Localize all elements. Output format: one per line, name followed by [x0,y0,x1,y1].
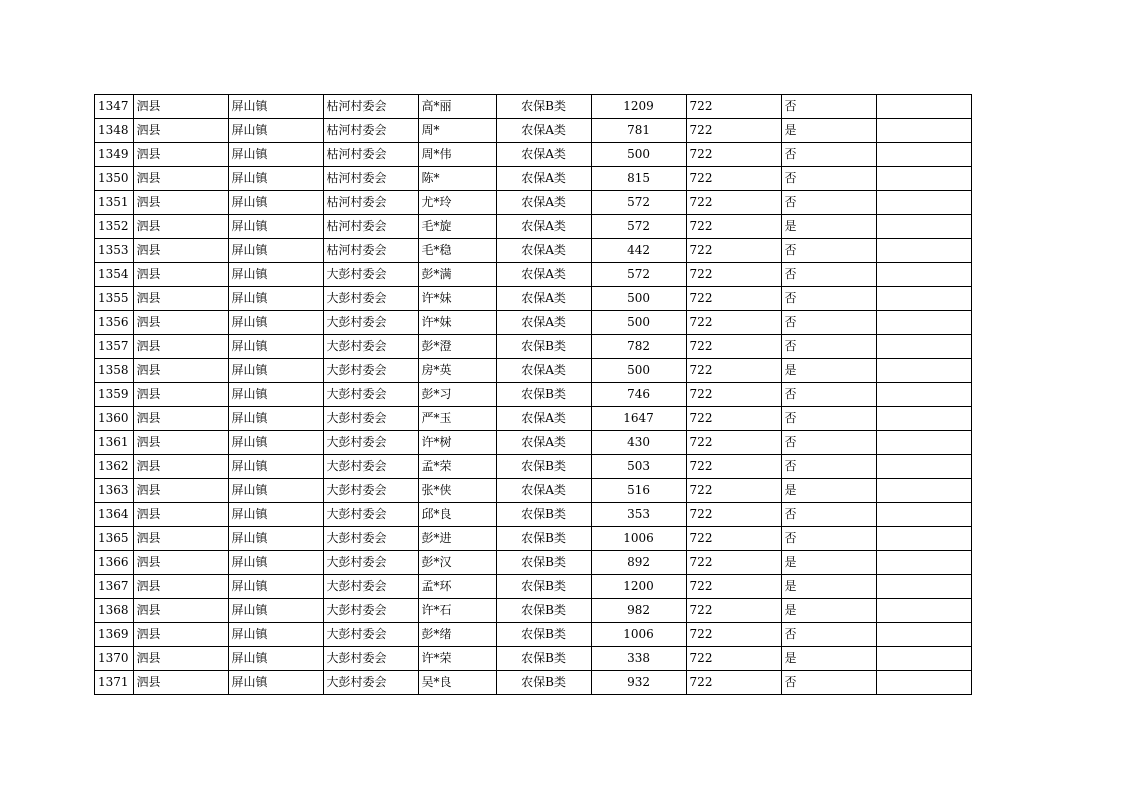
town-cell: 屏山镇 [228,623,323,647]
note-cell [876,455,971,479]
town-cell: 屏山镇 [228,215,323,239]
row-number-cell: 1357 [95,335,134,359]
table-row [95,431,972,455]
flag-cell: 否 [781,335,876,359]
village-cell: 大彭村委会 [323,455,418,479]
county-cell: 泗县 [133,551,228,575]
row-number-cell: 1367 [95,575,134,599]
note-cell [876,551,971,575]
code-cell: 722 [686,143,781,167]
county-cell: 泗县 [133,503,228,527]
amount-cell: 782 [591,335,686,359]
note-cell [876,647,971,671]
code-cell: 722 [686,455,781,479]
row-number-cell: 1347 [95,95,134,119]
note-cell [876,311,971,335]
note-cell [876,575,971,599]
amount-cell: 982 [591,599,686,623]
name-cell: 毛*旋 [418,215,496,239]
town-cell: 屏山镇 [228,599,323,623]
name-cell: 毛*稳 [418,239,496,263]
village-cell: 大彭村委会 [323,359,418,383]
village-cell: 大彭村委会 [323,503,418,527]
note-cell [876,191,971,215]
county-cell: 泗县 [133,359,228,383]
county-cell: 泗县 [133,647,228,671]
row-number-cell: 1371 [95,671,134,695]
flag-cell: 是 [781,551,876,575]
flag-cell: 否 [781,671,876,695]
amount-cell: 500 [591,287,686,311]
town-cell: 屏山镇 [228,503,323,527]
village-cell: 枯河村委会 [323,143,418,167]
table-row [95,191,972,215]
flag-cell: 否 [781,455,876,479]
code-cell: 722 [686,383,781,407]
name-cell: 彭*习 [418,383,496,407]
insurance-type-cell: 农保B类 [496,95,591,119]
flag-cell: 否 [781,263,876,287]
row-number-cell: 1359 [95,383,134,407]
village-cell: 大彭村委会 [323,263,418,287]
row-number-cell: 1364 [95,503,134,527]
table-row [95,647,972,671]
note-cell [876,167,971,191]
insurance-type-cell: 农保B类 [496,671,591,695]
town-cell: 屏山镇 [228,167,323,191]
row-number-cell: 1361 [95,431,134,455]
name-cell: 张*侠 [418,479,496,503]
table-row [95,287,972,311]
village-cell: 大彭村委会 [323,311,418,335]
flag-cell: 否 [781,167,876,191]
records-table [94,94,972,695]
village-cell: 枯河村委会 [323,239,418,263]
amount-cell: 503 [591,455,686,479]
amount-cell: 516 [591,479,686,503]
village-cell: 大彭村委会 [323,383,418,407]
insurance-type-cell: 农保B类 [496,647,591,671]
table-row [95,167,972,191]
flag-cell: 是 [781,215,876,239]
flag-cell: 否 [781,311,876,335]
amount-cell: 746 [591,383,686,407]
note-cell [876,431,971,455]
town-cell: 屏山镇 [228,311,323,335]
village-cell: 枯河村委会 [323,95,418,119]
table-row [95,119,972,143]
code-cell: 722 [686,311,781,335]
table-row [95,143,972,167]
county-cell: 泗县 [133,407,228,431]
code-cell: 722 [686,575,781,599]
code-cell: 722 [686,407,781,431]
insurance-type-cell: 农保A类 [496,263,591,287]
flag-cell: 否 [781,503,876,527]
amount-cell: 1647 [591,407,686,431]
table-row [95,503,972,527]
village-cell: 大彭村委会 [323,671,418,695]
village-cell: 枯河村委会 [323,119,418,143]
amount-cell: 1209 [591,95,686,119]
name-cell: 陈* [418,167,496,191]
town-cell: 屏山镇 [228,191,323,215]
table-row [95,383,972,407]
name-cell: 许*妹 [418,287,496,311]
flag-cell: 是 [781,599,876,623]
flag-cell: 否 [781,383,876,407]
row-number-cell: 1355 [95,287,134,311]
table-row [95,263,972,287]
flag-cell: 否 [781,95,876,119]
village-cell: 枯河村委会 [323,167,418,191]
name-cell: 吴*良 [418,671,496,695]
note-cell [876,263,971,287]
county-cell: 泗县 [133,119,228,143]
code-cell: 722 [686,167,781,191]
amount-cell: 500 [591,311,686,335]
name-cell: 许*树 [418,431,496,455]
code-cell: 722 [686,191,781,215]
village-cell: 大彭村委会 [323,335,418,359]
town-cell: 屏山镇 [228,551,323,575]
row-number-cell: 1362 [95,455,134,479]
insurance-type-cell: 农保B类 [496,623,591,647]
flag-cell: 否 [781,239,876,263]
name-cell: 高*丽 [418,95,496,119]
row-number-cell: 1354 [95,263,134,287]
town-cell: 屏山镇 [228,263,323,287]
code-cell: 722 [686,671,781,695]
note-cell [876,383,971,407]
flag-cell: 是 [781,575,876,599]
code-cell: 722 [686,599,781,623]
table-row [95,239,972,263]
town-cell: 屏山镇 [228,95,323,119]
name-cell: 彭*汉 [418,551,496,575]
table-row [95,575,972,599]
county-cell: 泗县 [133,623,228,647]
flag-cell: 否 [781,191,876,215]
name-cell: 邱*良 [418,503,496,527]
amount-cell: 338 [591,647,686,671]
insurance-type-cell: 农保A类 [496,311,591,335]
town-cell: 屏山镇 [228,431,323,455]
row-number-cell: 1366 [95,551,134,575]
town-cell: 屏山镇 [228,359,323,383]
amount-cell: 932 [591,671,686,695]
insurance-type-cell: 农保A类 [496,119,591,143]
name-cell: 尤*玲 [418,191,496,215]
insurance-type-cell: 农保B类 [496,599,591,623]
note-cell [876,503,971,527]
note-cell [876,215,971,239]
table-row [95,335,972,359]
note-cell [876,407,971,431]
town-cell: 屏山镇 [228,383,323,407]
insurance-type-cell: 农保A类 [496,359,591,383]
insurance-type-cell: 农保A类 [496,167,591,191]
code-cell: 722 [686,335,781,359]
insurance-type-cell: 农保B类 [496,383,591,407]
code-cell: 722 [686,359,781,383]
name-cell: 孟*环 [418,575,496,599]
note-cell [876,95,971,119]
village-cell: 大彭村委会 [323,575,418,599]
table-row [95,671,972,695]
town-cell: 屏山镇 [228,287,323,311]
town-cell: 屏山镇 [228,647,323,671]
town-cell: 屏山镇 [228,239,323,263]
amount-cell: 442 [591,239,686,263]
table-row [95,407,972,431]
row-number-cell: 1368 [95,599,134,623]
amount-cell: 353 [591,503,686,527]
county-cell: 泗县 [133,431,228,455]
county-cell: 泗县 [133,335,228,359]
village-cell: 大彭村委会 [323,287,418,311]
row-number-cell: 1356 [95,311,134,335]
name-cell: 彭*绪 [418,623,496,647]
village-cell: 大彭村委会 [323,599,418,623]
insurance-type-cell: 农保B类 [496,575,591,599]
amount-cell: 572 [591,263,686,287]
county-cell: 泗县 [133,455,228,479]
county-cell: 泗县 [133,671,228,695]
code-cell: 722 [686,239,781,263]
table-row [95,359,972,383]
code-cell: 722 [686,503,781,527]
village-cell: 枯河村委会 [323,215,418,239]
flag-cell: 否 [781,287,876,311]
note-cell [876,359,971,383]
town-cell: 屏山镇 [228,479,323,503]
name-cell: 孟*荣 [418,455,496,479]
county-cell: 泗县 [133,479,228,503]
county-cell: 泗县 [133,287,228,311]
note-cell [876,671,971,695]
town-cell: 屏山镇 [228,407,323,431]
code-cell: 722 [686,119,781,143]
row-number-cell: 1352 [95,215,134,239]
name-cell: 房*英 [418,359,496,383]
table-row [95,311,972,335]
row-number-cell: 1369 [95,623,134,647]
town-cell: 屏山镇 [228,575,323,599]
village-cell: 大彭村委会 [323,647,418,671]
code-cell: 722 [686,263,781,287]
county-cell: 泗县 [133,263,228,287]
note-cell [876,335,971,359]
town-cell: 屏山镇 [228,119,323,143]
insurance-type-cell: 农保A类 [496,239,591,263]
row-number-cell: 1358 [95,359,134,383]
code-cell: 722 [686,551,781,575]
village-cell: 大彭村委会 [323,479,418,503]
note-cell [876,287,971,311]
code-cell: 722 [686,647,781,671]
name-cell: 许*妹 [418,311,496,335]
amount-cell: 892 [591,551,686,575]
village-cell: 大彭村委会 [323,551,418,575]
flag-cell: 否 [781,143,876,167]
name-cell: 彭*澄 [418,335,496,359]
county-cell: 泗县 [133,143,228,167]
code-cell: 722 [686,623,781,647]
amount-cell: 781 [591,119,686,143]
row-number-cell: 1360 [95,407,134,431]
code-cell: 722 [686,479,781,503]
name-cell: 周*伟 [418,143,496,167]
insurance-type-cell: 农保B类 [496,455,591,479]
note-cell [876,119,971,143]
county-cell: 泗县 [133,599,228,623]
insurance-type-cell: 农保A类 [496,407,591,431]
county-cell: 泗县 [133,311,228,335]
amount-cell: 430 [591,431,686,455]
name-cell: 许*荣 [418,647,496,671]
county-cell: 泗县 [133,575,228,599]
row-number-cell: 1353 [95,239,134,263]
note-cell [876,599,971,623]
flag-cell: 否 [781,407,876,431]
insurance-type-cell: 农保B类 [496,551,591,575]
name-cell: 彭*进 [418,527,496,551]
row-number-cell: 1363 [95,479,134,503]
row-number-cell: 1351 [95,191,134,215]
amount-cell: 1006 [591,527,686,551]
insurance-type-cell: 农保A类 [496,191,591,215]
row-number-cell: 1350 [95,167,134,191]
row-number-cell: 1370 [95,647,134,671]
village-cell: 大彭村委会 [323,407,418,431]
town-cell: 屏山镇 [228,143,323,167]
village-cell: 大彭村委会 [323,431,418,455]
table-row [95,479,972,503]
table-row [95,599,972,623]
insurance-type-cell: 农保A类 [496,287,591,311]
flag-cell: 否 [781,431,876,455]
insurance-type-cell: 农保A类 [496,143,591,167]
village-cell: 枯河村委会 [323,191,418,215]
code-cell: 722 [686,431,781,455]
row-number-cell: 1348 [95,119,134,143]
amount-cell: 815 [591,167,686,191]
note-cell [876,527,971,551]
amount-cell: 1006 [591,623,686,647]
insurance-type-cell: 农保A类 [496,215,591,239]
code-cell: 722 [686,95,781,119]
note-cell [876,239,971,263]
amount-cell: 500 [591,143,686,167]
amount-cell: 500 [591,359,686,383]
table-row [95,527,972,551]
insurance-type-cell: 农保A类 [496,479,591,503]
insurance-type-cell: 农保A类 [496,431,591,455]
row-number-cell: 1349 [95,143,134,167]
code-cell: 722 [686,287,781,311]
county-cell: 泗县 [133,527,228,551]
town-cell: 屏山镇 [228,455,323,479]
insurance-type-cell: 农保B类 [496,503,591,527]
table-row [95,455,972,479]
town-cell: 屏山镇 [228,671,323,695]
note-cell [876,143,971,167]
name-cell: 严*玉 [418,407,496,431]
table-row [95,215,972,239]
county-cell: 泗县 [133,191,228,215]
flag-cell: 是 [781,119,876,143]
village-cell: 大彭村委会 [323,623,418,647]
name-cell: 周* [418,119,496,143]
code-cell: 722 [686,215,781,239]
table-row [95,551,972,575]
table-row [95,95,972,119]
flag-cell: 否 [781,527,876,551]
amount-cell: 1200 [591,575,686,599]
insurance-type-cell: 农保B类 [496,527,591,551]
table-body [95,95,972,695]
county-cell: 泗县 [133,215,228,239]
amount-cell: 572 [591,215,686,239]
note-cell [876,479,971,503]
county-cell: 泗县 [133,95,228,119]
county-cell: 泗县 [133,167,228,191]
name-cell: 彭*满 [418,263,496,287]
flag-cell: 是 [781,359,876,383]
insurance-type-cell: 农保B类 [496,335,591,359]
table-row [95,623,972,647]
county-cell: 泗县 [133,383,228,407]
row-number-cell: 1365 [95,527,134,551]
flag-cell: 否 [781,623,876,647]
flag-cell: 是 [781,479,876,503]
name-cell: 许*石 [418,599,496,623]
county-cell: 泗县 [133,239,228,263]
town-cell: 屏山镇 [228,527,323,551]
town-cell: 屏山镇 [228,335,323,359]
village-cell: 大彭村委会 [323,527,418,551]
note-cell [876,623,971,647]
amount-cell: 572 [591,191,686,215]
flag-cell: 是 [781,647,876,671]
code-cell: 722 [686,527,781,551]
